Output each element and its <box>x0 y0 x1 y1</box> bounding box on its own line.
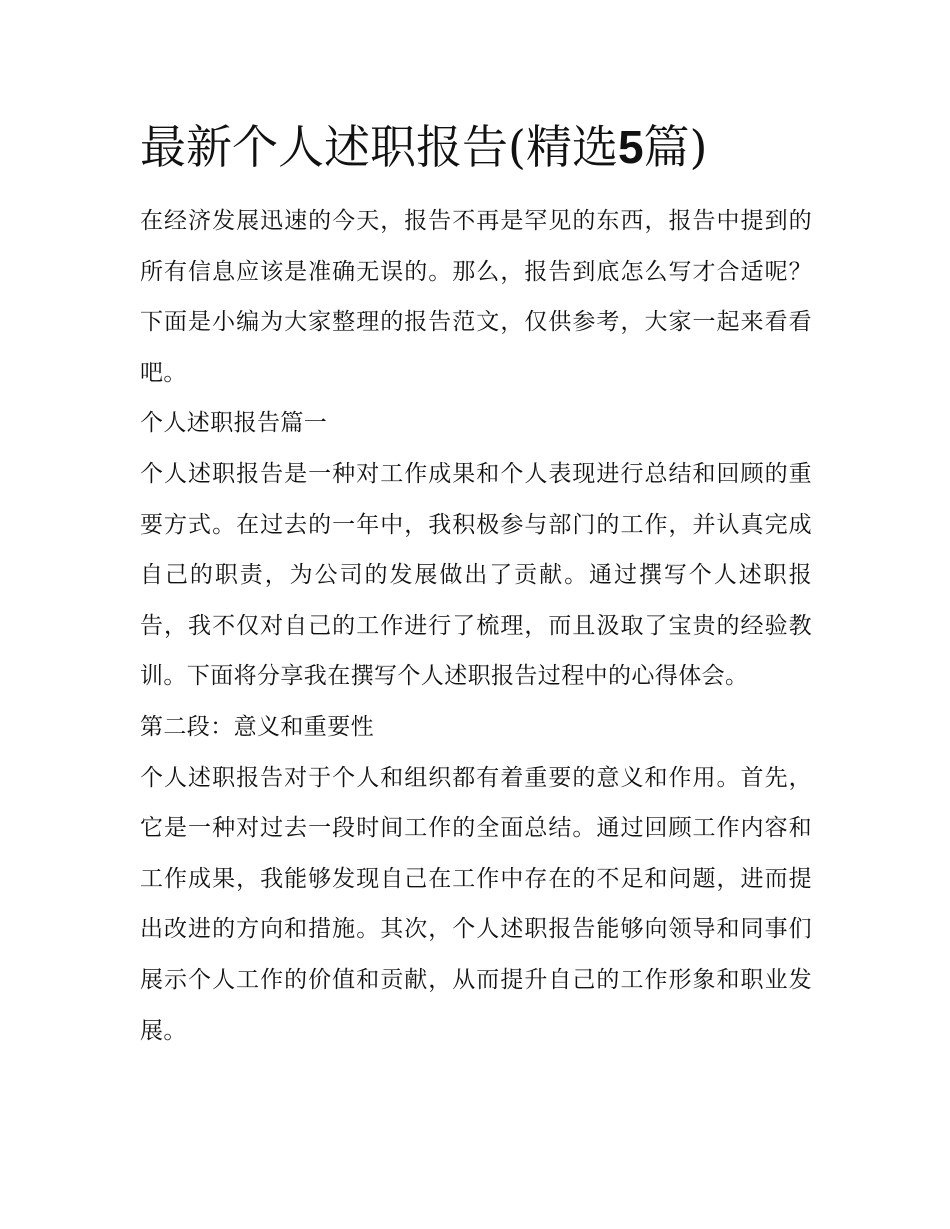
intro-paragraph: 在经济发展迅速的今天，报告不再是罕见的东西，报告中提到的所有信息应该是准确无误的。那么，报告到底怎么写才合适呢？下面是小编为大家整理的报告范文，仅供参考，大家一起来看看吧。 <box>140 208 812 386</box>
title-spacer <box>140 182 812 196</box>
document-content <box>140 112 812 1056</box>
document-title <box>140 112 812 182</box>
section1-paragraph: 个人述职报告是一种对工作成果和个人表现进行总结和回顾的重要方式。在过去的一年中，我积极参与部门的工作，并认真完成自己的职责，为公司的发展做出了贡献。通过撰写个人述职报告，我不仅对自己的工作进行了梳理，而且汲取了宝贵的经验教训。下面将分享我在撰写个人述职报告过程中的心得体会。 <box>140 460 812 690</box>
title-number: 5 <box>617 121 644 173</box>
section2-heading: 第二段：意义和重要性 <box>140 713 374 740</box>
title-main-text: 最新个人述职报告(精选 <box>140 120 618 174</box>
section1-heading: 个人述职报告篇一 <box>140 410 328 437</box>
section2-paragraph: 个人述职报告对于个人和组织都有着重要的意义和作用。首先，它是一种对过去一段时间工作的全面总结。通过回顾工作内容和工作成果，我能够发现自己在工作中存在的不足和问题，进而提出改进的方向和措施。其次，个人述职报告能够向领导和同事们展示个人工作的价值和贡献，从而提升自己的工作形象和职业发展。 <box>140 764 812 1044</box>
title-tail-text: 篇) <box>643 120 708 174</box>
